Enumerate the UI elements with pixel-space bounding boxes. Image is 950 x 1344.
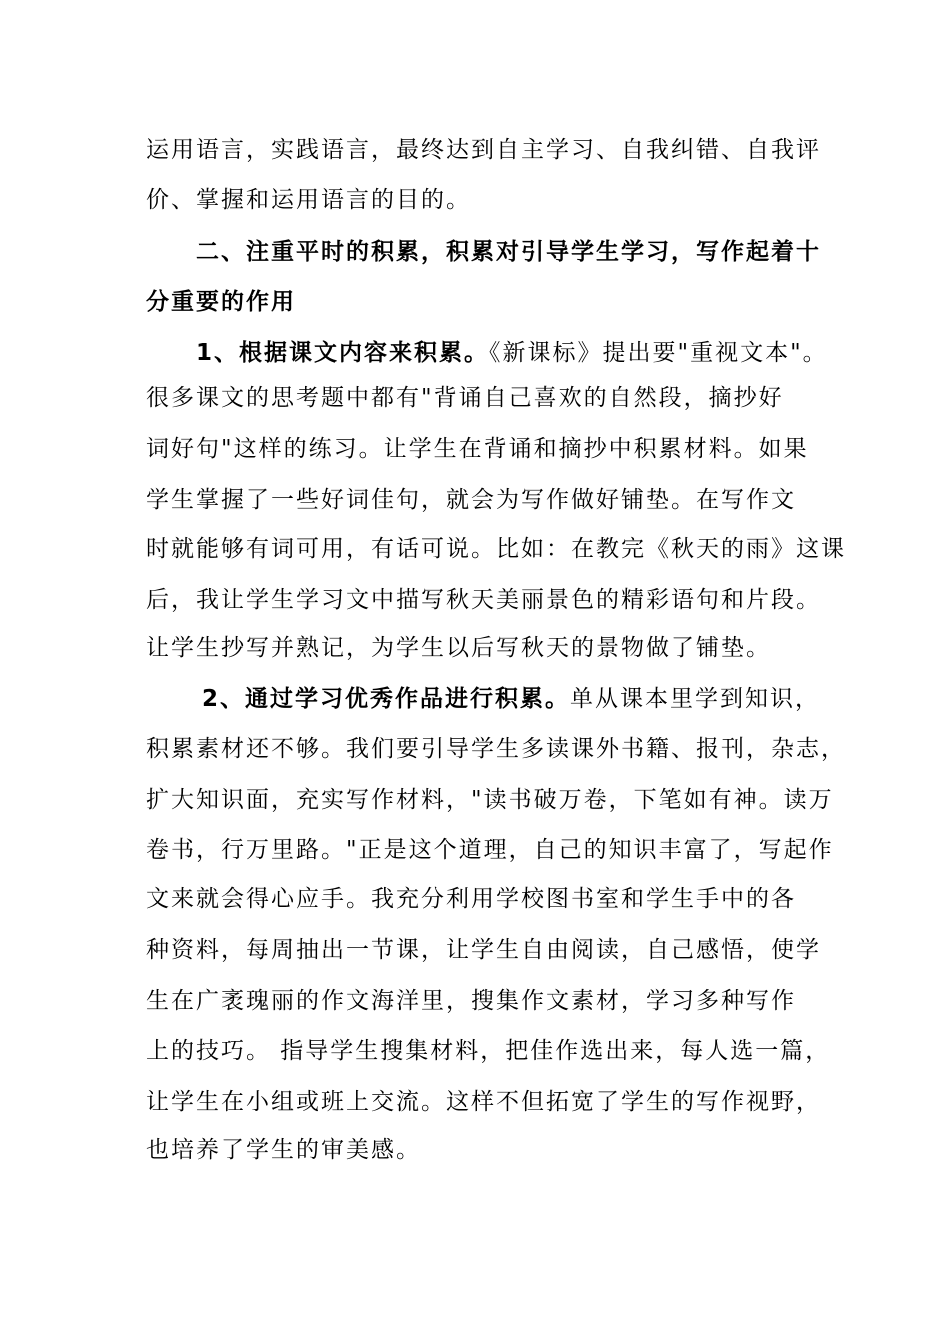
paragraph-line: 时就能够有词可用，有话可说。比如：在教完《秋天的雨》这课 [146, 536, 846, 562]
paragraph-line: 卷书，行万里路。"正是这个道理，自己的知识丰富了，写起作 [146, 837, 834, 863]
paragraph-line: 文来就会得心应手。我充分利用学校图书室和学生手中的各 [146, 886, 796, 912]
paragraph-line: 生在广袤瑰丽的作文海洋里，搜集作文素材，学习多种写作 [146, 988, 796, 1014]
subheading-2: 2、通过学习优秀作品进行积累。 [202, 686, 571, 712]
paragraph-line: 让学生在小组或班上交流。这样不但拓宽了学生的写作视野， [146, 1089, 821, 1115]
paragraph-line: 种资料，每周抽出一节课，让学生自由阅读，自己感悟，使学 [146, 937, 821, 963]
section-heading-cont: 分重要的作用 [146, 289, 296, 315]
paragraph-line: 上的技巧。 指导学生搜集材料，把佳作选出来，每人选一篇， [146, 1038, 831, 1064]
paragraph-text: 单从课本里学到知识， [570, 686, 821, 712]
paragraph-line: 积累素材还不够。我们要引导学生多读课外书籍、报刊，杂志， [146, 736, 846, 762]
paragraph-line: 让学生抄写并熟记，为学生以后写秋天的景物做了铺垫。 [146, 635, 771, 661]
paragraph-line: 价、掌握和运用语言的目的。 [146, 187, 471, 213]
paragraph-line: 扩大知识面，充实写作材料，"读书破万卷，下笔如有神。读万 [146, 787, 834, 813]
paragraph-line: 词好句"这样的练习。让学生在背诵和摘抄中积累材料。如果 [146, 436, 809, 462]
paragraph-line: 学生掌握了一些好词佳句，就会为写作做好铺垫。在写作文 [146, 487, 796, 513]
paragraph-line [202, 683, 820, 715]
section-heading: 二、注重平时的积累，积累对引导学生学习，写作起着十 [196, 239, 821, 265]
paragraph-line [196, 337, 828, 369]
paragraph-line: 也培养了学生的审美感。 [146, 1137, 421, 1163]
subheading-1: 1、根据课文内容来积累。 [196, 340, 490, 366]
paragraph-line: 运用语言，实践语言，最终达到自主学习、自我纠错、自我评 [146, 137, 821, 163]
paragraph-line: 很多课文的思考题中都有"背诵自己喜欢的自然段，摘抄好 [146, 385, 784, 411]
paragraph-text: 《新课标》提出要"重视文本"。 [489, 340, 828, 366]
paragraph-line: 后，我让学生学习文中描写秋天美丽景色的精彩语句和片段。 [146, 587, 821, 613]
